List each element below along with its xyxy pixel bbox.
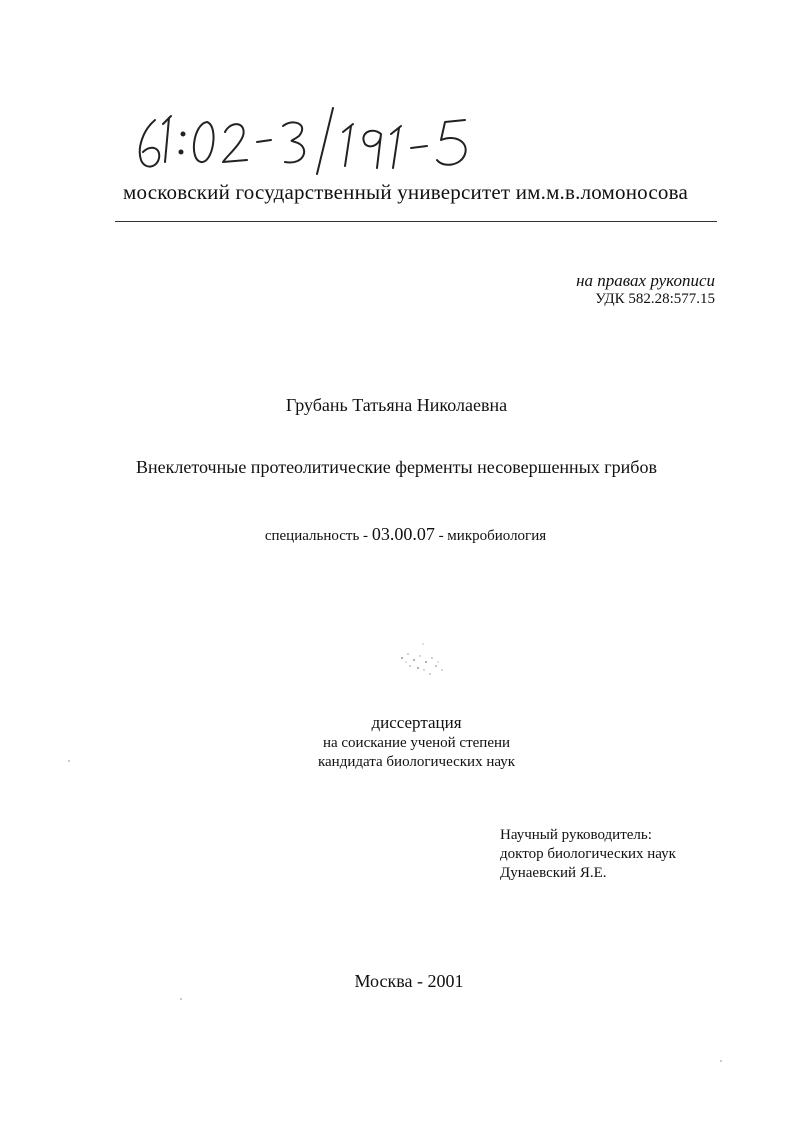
handwritten-archive-code <box>125 90 565 185</box>
degree-line-1: на соискание ученой степени <box>322 735 511 751</box>
degree-block <box>0 712 793 772</box>
manuscript-note: на правах рукописи <box>576 271 715 290</box>
advisor-block <box>500 826 676 883</box>
specialty-suffix: - микробиология <box>438 528 547 544</box>
university-name: московский государственный университет им.м.в.ломоносова <box>122 180 688 204</box>
dissertation-label: диссертация <box>371 713 462 732</box>
advisor-label: Научный руководитель: <box>500 827 652 843</box>
scan-speck <box>720 1060 722 1062</box>
scan-speck <box>68 760 70 762</box>
degree-line-2: кандидата биологических наук <box>317 754 516 770</box>
header-divider <box>115 221 717 222</box>
scan-speck <box>180 998 182 1000</box>
specialty-line <box>0 524 793 545</box>
stamp-smudge <box>390 640 460 685</box>
specialty-code: 03.00.07 <box>371 524 435 544</box>
handwritten-code-drawing <box>125 90 565 185</box>
advisor-name: Дунаевский Я.Е. <box>500 865 607 881</box>
city-year: Москва - 2001 <box>354 971 464 991</box>
faint-stamp-mark <box>390 640 460 685</box>
dissertation-title: Внеклеточные протеолитические ферменты несовершенных грибов <box>136 457 657 477</box>
advisor-degree: доктор биологических наук <box>500 846 676 862</box>
specialty-prefix: специальность - <box>264 528 369 544</box>
udc-code: УДК 582.28:577.15 <box>595 291 715 307</box>
author-name: Грубань Татьяна Николаевна <box>285 395 508 415</box>
